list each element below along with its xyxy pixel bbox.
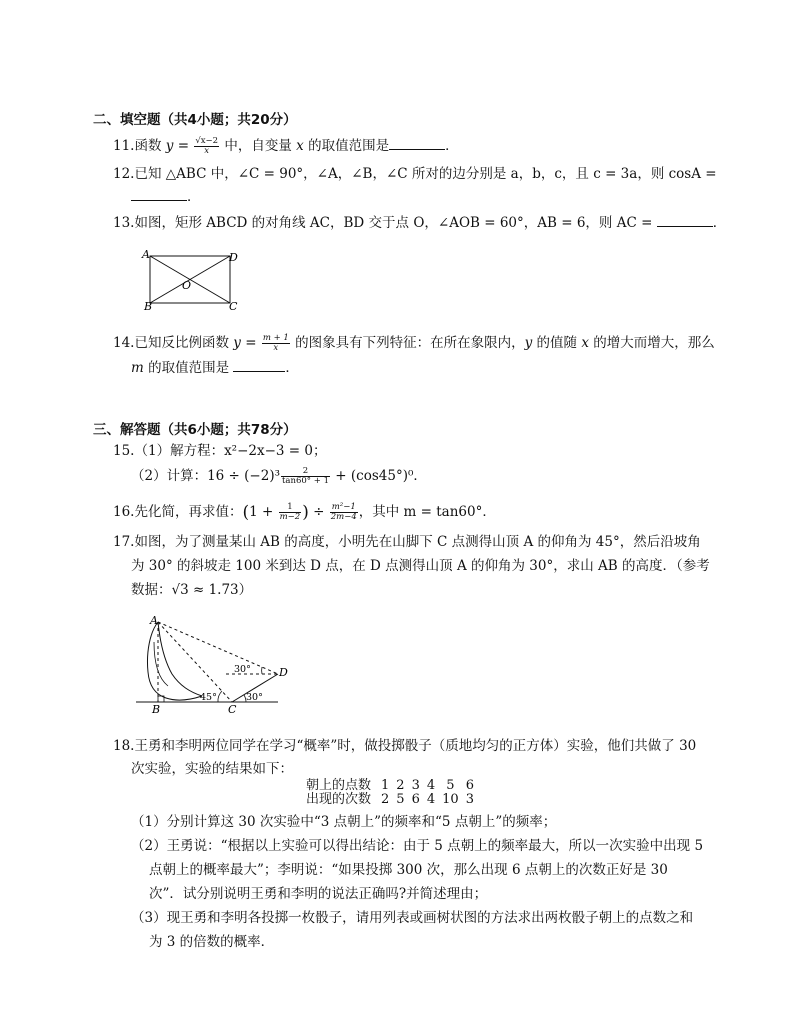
label-o: O: [182, 279, 192, 292]
question-18-part2-line1: （2）王勇说：“根据以上实验可以得出结论：由于 5 点朝上的频率最大，所以一次实验中出现 5: [131, 838, 704, 854]
question-18-part2-line3: 次”．试分别说明王勇和李明的说法正确吗?并简述理由；: [149, 886, 488, 902]
question-16: 16.先化简，再求值：(1 + $\frac{1}{m-2}$ ) ÷ $\frac{\text{m²−1}}{2m-4}$ ，其中 m = tan60°．: [113, 502, 496, 523]
answer-blank[interactable]: [131, 188, 187, 201]
question-number: 18.: [113, 738, 135, 754]
question-14-line2: m 的取值范围是 ．: [131, 360, 299, 376]
label-d: D: [229, 251, 238, 264]
fraction: $\frac{\text{m²−1}}{2m-4}$: [330, 502, 357, 522]
table-row: 出现的次数 2 5 6 4 10 3: [306, 792, 474, 807]
label-b: B: [152, 703, 161, 716]
fraction: $\frac{2}{\tan 60^\circ + 1}$: [282, 466, 329, 486]
question-15-part2: （2）计算：16 ÷ (−2)³ $\frac{2}{\tan 60^\circ + 1}$ + (cos45°)⁰．: [131, 466, 427, 486]
angle-arc-45: [218, 691, 222, 702]
label-c: C: [229, 300, 238, 312]
mountain-contour: [154, 642, 168, 686]
label-a: A: [142, 248, 150, 261]
label-b: B: [144, 300, 153, 312]
dice-results-table: [306, 779, 481, 807]
question-17-line3: 数据：√3 ≈ 1.73）: [131, 582, 253, 598]
line-ac: [158, 622, 232, 702]
question-18: 18.王勇和李明两位同学在学习“概率”时，做投掷骰子（质地均匀的正方体）实验，他们共做了 30: [113, 738, 697, 754]
table-row: 朝上的点数 1 2 3 4 5 6: [306, 778, 474, 793]
label-c: C: [228, 703, 237, 716]
question-13: 13.如图，矩形 ABCD 的对角线 AC，BD 交于点 O，∠AOB = 60°，AB = 6，则 AC = ．: [113, 215, 727, 231]
section-title-fill-blank: 二、填空题（共4小题；共20分）: [93, 112, 297, 128]
question-number: 12.: [113, 166, 135, 182]
question-18-part3-line2: 为 3 的倍数的概率．: [149, 934, 275, 950]
dice-results-table-wrap: [306, 779, 481, 807]
answer-blank[interactable]: [389, 137, 445, 150]
angle-30-d-label: 30°: [234, 664, 251, 675]
question-17: 17.如图，为了测量某山 AB 的高度，小明先在山脚下 C 点测得山顶 A 的仰角为 45°，然后沿坡角: [113, 534, 701, 550]
question-18-part1: （1）分别计算这 30 次实验中“3 点朝上”的频率和“5 点朝上”的频率；: [131, 814, 557, 830]
answer-blank[interactable]: [233, 359, 285, 372]
angle-45-label: 45°: [200, 692, 217, 703]
question-12-line2: ．: [131, 188, 201, 206]
question-11: 11.函数 y = $\frac{√x-2}{x}$ 中，自变量 x 的取值范围是 ．: [113, 136, 459, 156]
fraction: $\frac{1}{m-2}$: [279, 502, 301, 522]
question-15: 15.（1）解方程：x²−2x−3 = 0；: [113, 443, 327, 459]
fraction: $\frac{m + 1}{x}$: [262, 333, 289, 353]
question-12: 12.已知 △ABC 中，∠C = 90°，∠A，∠B，∠C 所对的边分别是 a，b，c，且 c = 3a，则 cosA =: [113, 166, 717, 182]
section-title-solve: 三、解答题（共6小题；共78分）: [93, 422, 297, 438]
question-18-part3-line1: （3）现王勇和李明各投掷一枚骰子，请用列表或画树状图的方法求出两枚骰子朝上的点数之和: [131, 910, 694, 926]
answer-blank[interactable]: [657, 214, 713, 227]
question-18-part2-line2: 点朝上的概率最大”；李明说：“如果投掷 300 次，那么出现 6 点朝上的次数正好是 30: [149, 862, 668, 878]
line-ad: [158, 622, 278, 674]
label-d: D: [279, 666, 288, 679]
rectangle-diagram: [140, 246, 250, 312]
question-number: 11.: [113, 138, 135, 154]
question-number: 16.: [113, 504, 135, 520]
mountain-diagram: [130, 612, 290, 717]
mountain-slope: [158, 622, 202, 696]
question-number: 15.: [113, 443, 135, 459]
question-number: 13.: [113, 215, 135, 231]
fraction: $\frac{√x-2}{x}$: [195, 136, 219, 156]
question-14: 14.已知反比例函数 y = $\frac{m + 1}{x}$ 的图象具有下列特征：在所在象限内，y 的值随 x 的增大而增大，那么: [113, 333, 715, 353]
question-number: 14.: [113, 335, 135, 351]
angle-30-c-label: 30°: [246, 692, 263, 703]
question-18-line2: 次实验，实验的结果如下：: [131, 761, 293, 777]
question-number: 17.: [113, 534, 135, 550]
label-a: A: [150, 614, 158, 627]
question-17-line2: 为 30° 的斜坡走 100 米到达 D 点，在 D 点测得山顶 A 的仰角为 30°，求山 AB 的高度．（参考: [131, 558, 710, 574]
